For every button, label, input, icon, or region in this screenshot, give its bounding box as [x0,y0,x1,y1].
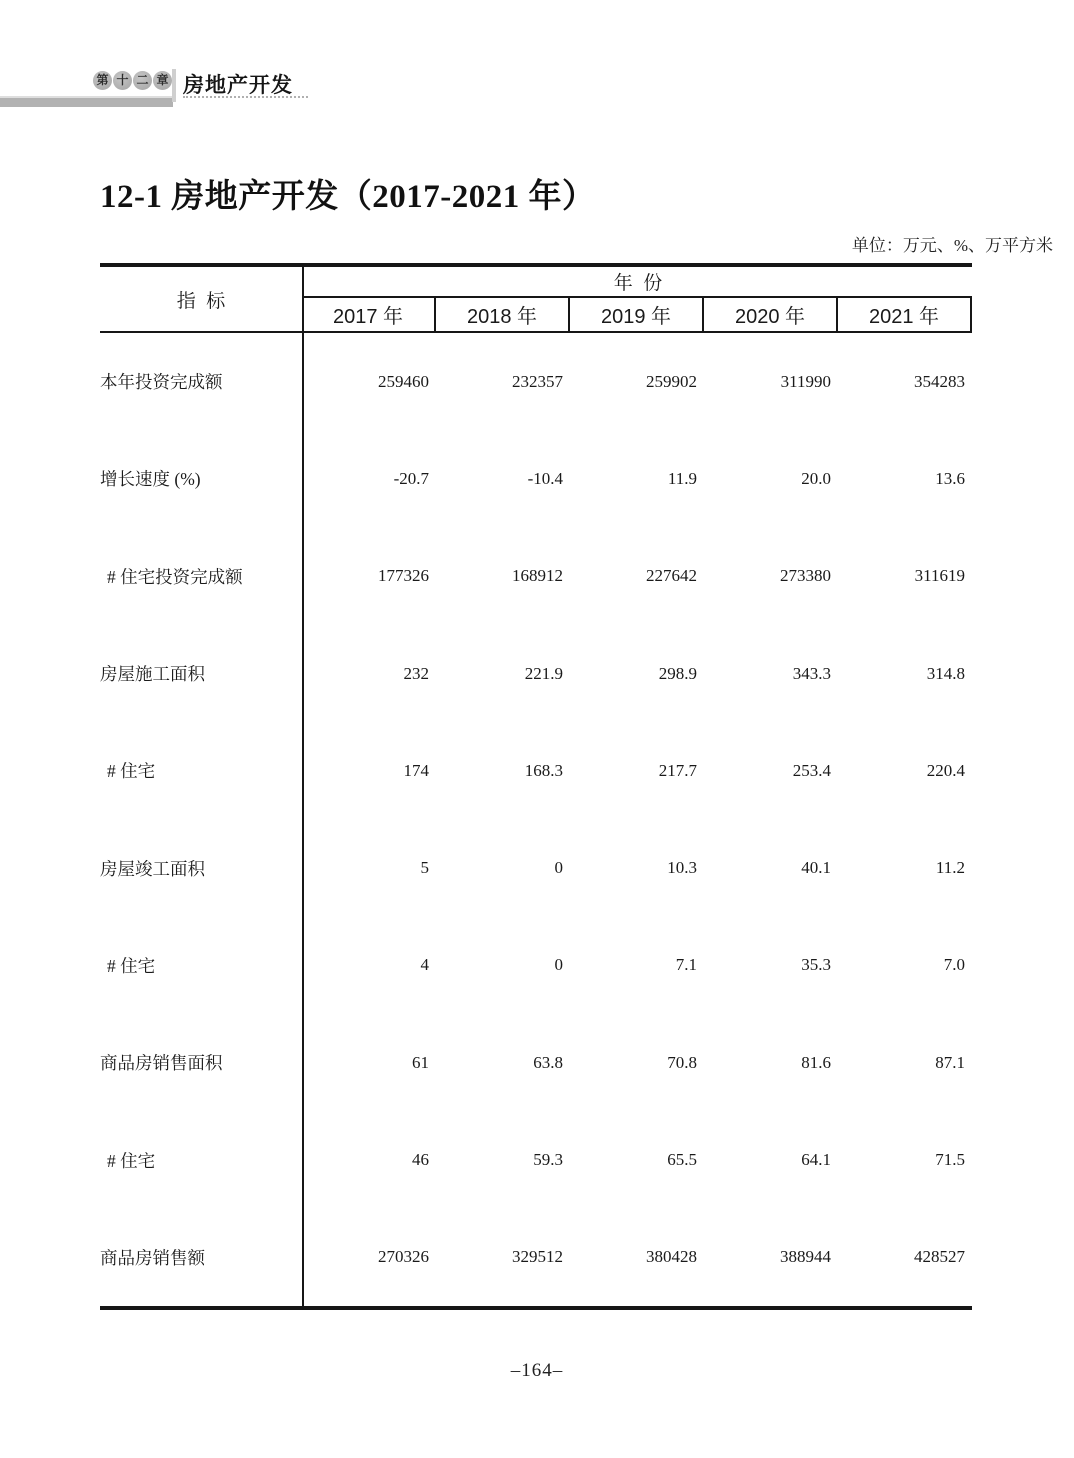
chapter-badge-char-icon: 第 [93,71,112,90]
cell-value: 61 [412,1052,429,1072]
cell-value: 354283 [914,371,965,391]
year-header-cell: 2021 年 [838,298,972,331]
cell-value: 71.5 [935,1150,965,1170]
table-row [100,819,972,916]
table-bottom-rule [100,1306,972,1310]
cell-value: 343.3 [792,663,831,683]
table-title: 12-1 房地产开发（2017-2021 年） [100,179,596,215]
year-header-cell: 2018 年 [436,298,570,331]
row-label: # 住宅投资完成额 [107,566,243,587]
cell-value: 168.3 [524,760,563,780]
cell-value: 314.8 [926,663,965,683]
chapter-badge [93,71,172,90]
cell-value: 87.1 [935,1052,965,1072]
cell-value: 20.0 [801,468,831,488]
row-label: 房屋施工面积 [100,664,205,685]
table-row [100,625,972,722]
cell-value: 63.8 [533,1052,563,1072]
year-header-cell: 2019 年 [570,298,704,331]
table-row [100,333,972,430]
table-row [100,1209,972,1306]
year-group-header-cell: 年 份 [304,267,972,298]
cell-value: 270326 [378,1247,429,1267]
year-header-cell: 2017 年 [302,298,436,331]
cell-value: 81.6 [801,1052,831,1072]
cell-value: 311990 [780,371,831,391]
row-label: # 住宅 [107,1150,156,1171]
table-row [100,1111,972,1208]
chapter-badge-char-icon: 章 [153,71,172,90]
cell-value: 4 [420,955,429,975]
table-row [100,528,972,625]
cell-value: 13.6 [935,468,965,488]
chapter-badge-char-icon: 二 [133,71,152,90]
row-label: 本年投资完成额 [100,372,223,393]
cell-value: 168912 [512,566,563,586]
cell-value: 388944 [780,1247,831,1267]
table-row [100,430,972,527]
cell-value: 46 [412,1150,429,1170]
chapter-title-underline [183,96,308,98]
row-label: 增长速度 (%) [100,469,201,490]
cell-value: 70.8 [667,1052,697,1072]
cell-value: 35.3 [801,955,831,975]
cell-value: 0 [554,955,563,975]
row-label: # 住宅 [107,761,156,782]
cell-value: -20.7 [393,468,429,488]
cell-value: 227642 [646,566,697,586]
cell-value: 174 [403,760,429,780]
cell-value: 220.4 [926,760,965,780]
table-row [100,917,972,1014]
cell-value: 65.5 [667,1150,697,1170]
page-number: –164– [510,1360,564,1381]
cell-value: 428527 [914,1247,965,1267]
row-label: 商品房销售额 [100,1247,205,1268]
year-header-cell: 2020 年 [704,298,838,331]
table-row [100,722,972,819]
cell-value: 5 [420,858,429,878]
cell-value: 59.3 [533,1150,563,1170]
cell-value: 298.9 [658,663,697,683]
cell-value: 232 [403,663,429,683]
cell-value: 273380 [780,566,831,586]
chapter-badge-char-icon: 十 [113,71,132,90]
cell-value: 64.1 [801,1150,831,1170]
cell-value: 10.3 [667,858,697,878]
indicator-header-cell: 指 标 [176,290,226,312]
table-row [100,1014,972,1111]
year-header-row [302,298,972,331]
cell-value: 259902 [646,371,697,391]
stat-table [100,263,972,1310]
row-label: 房屋竣工面积 [100,858,205,879]
table-body [100,333,972,1306]
chapter-divider [172,69,176,102]
cell-value: 7.1 [675,955,697,975]
cell-value: 7.0 [943,955,965,975]
cell-value: 232357 [512,371,563,391]
chapter-gray-bar [0,96,173,107]
chapter-title: 房地产开发 [183,74,293,97]
cell-value: 253.4 [792,760,831,780]
cell-value: 40.1 [801,858,831,878]
unit-note: 单位：万元、%、万平方米 [851,236,1053,255]
cell-value: 380428 [646,1247,697,1267]
row-label: 商品房销售面积 [100,1053,223,1074]
row-label: # 住宅 [107,955,156,976]
cell-value: 11.9 [667,468,697,488]
cell-value: -10.4 [527,468,563,488]
cell-value: 0 [554,858,563,878]
cell-value: 11.2 [935,858,965,878]
cell-value: 329512 [512,1247,563,1267]
cell-value: 221.9 [524,663,563,683]
cell-value: 311619 [914,566,965,586]
cell-value: 177326 [378,566,429,586]
cell-value: 217.7 [658,760,697,780]
cell-value: 259460 [378,371,429,391]
